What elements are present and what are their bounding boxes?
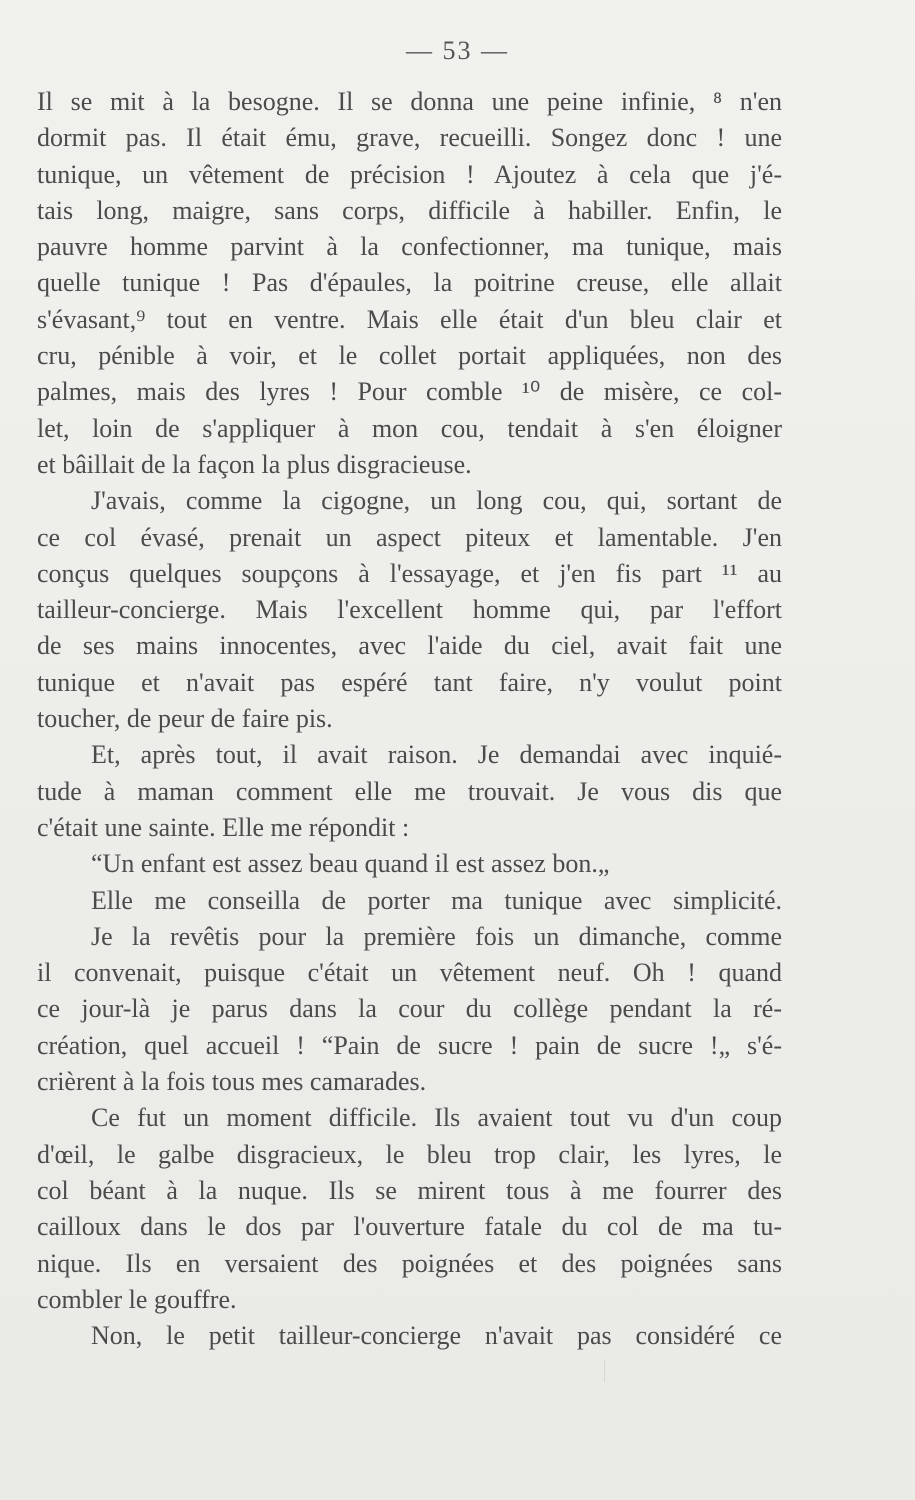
- text-line: Ce fut un moment difficile. Ils avaient tout vu d'un coup: [91, 1103, 782, 1133]
- text-line: nique. Ils en versaient des poignées et des poignées sans: [37, 1248, 782, 1278]
- text-line: Et, après tout, il avait raison. Je demandai avec inquié-: [91, 740, 782, 770]
- text-line: tais long, maigre, sans corps, difficile à habiller. Enfin, le: [37, 195, 782, 225]
- text-line: dormit pas. Il était ému, grave, recueilli. Songez donc ! une: [37, 123, 782, 153]
- text-line: c'était une sainte. Elle me répondit :: [37, 812, 410, 842]
- paper-mark: [604, 1360, 605, 1382]
- text-line: col béant à la nuque. Ils se mirent tous à me fourrer des: [37, 1175, 782, 1205]
- text-line: tailleur-concierge. Mais l'excellent homme qui, par l'effort: [37, 595, 782, 625]
- text-line: tude à maman comment elle me trouvait. Je vous dis que: [37, 776, 782, 806]
- text-line: tunique, un vêtement de précision ! Ajoutez à cela que j'é-: [37, 159, 782, 189]
- text-line: J'avais, comme la cigogne, un long cou, qui, sortant de: [91, 486, 782, 516]
- text-line: palmes, mais des lyres ! Pour comble ¹⁰ de misère, ce col-: [37, 377, 782, 407]
- text-line: création, quel accueil ! “Pain de sucre ! pain de sucre !„ s'é-: [37, 1030, 782, 1060]
- text-line: Elle me conseilla de porter ma tunique avec simplicité.: [91, 885, 782, 915]
- text-line: “Un enfant est assez beau quand il est assez bon.„: [91, 849, 610, 879]
- page-number: — 53 —: [406, 36, 509, 65]
- text-line: de ses mains innocentes, avec l'aide du ciel, avait fait une: [37, 631, 782, 661]
- text-line: toucher, de peur de faire pis.: [37, 704, 333, 734]
- text-line: s'évasant,⁹ tout en ventre. Mais elle était d'un bleu clair et: [37, 304, 782, 334]
- text-line: Non, le petit tailleur-concierge n'avait pas considéré ce: [91, 1321, 782, 1351]
- text-line: Je la revêtis pour la première fois un dimanche, comme: [91, 921, 782, 951]
- text-line: pauvre homme parvint à la confectionner, ma tunique, mais: [37, 232, 782, 262]
- text-line: ce jour-là je parus dans la cour du collège pendant la ré-: [37, 994, 782, 1024]
- text-line: Il se mit à la besogne. Il se donna une peine infinie, ⁸ n'en: [37, 87, 782, 116]
- text-line: il convenait, puisque c'était un vêtement neuf. Oh ! quand: [37, 958, 782, 988]
- text-line: et bâillait de la façon la plus disgracieuse.: [37, 449, 472, 479]
- text-line: conçus quelques soupçons à l'essayage, et j'en fis part ¹¹ au: [37, 558, 782, 588]
- text-line: let, loin de s'appliquer à mon cou, tendait à s'en éloigner: [37, 413, 782, 443]
- text-line: tunique et n'avait pas espéré tant faire, n'y voulut point: [37, 667, 782, 697]
- text-line: cailloux dans le dos par l'ouverture fatale du col de ma tu-: [37, 1212, 782, 1242]
- text-line: ce col évasé, prenait un aspect piteux et lamentable. J'en: [37, 522, 782, 552]
- text-line: d'œil, le galbe disgracieux, le bleu trop clair, les lyres, le: [37, 1139, 782, 1169]
- text-line: crièrent à la fois tous mes camarades.: [37, 1067, 427, 1097]
- text-line: cru, pénible à voir, et le collet portait appliquées, non des: [37, 341, 782, 371]
- text-line: quelle tunique ! Pas d'épaules, la poitrine creuse, elle allait: [37, 268, 782, 298]
- body-text: [37, 84, 782, 1354]
- text-line: combler le gouffre.: [37, 1284, 237, 1314]
